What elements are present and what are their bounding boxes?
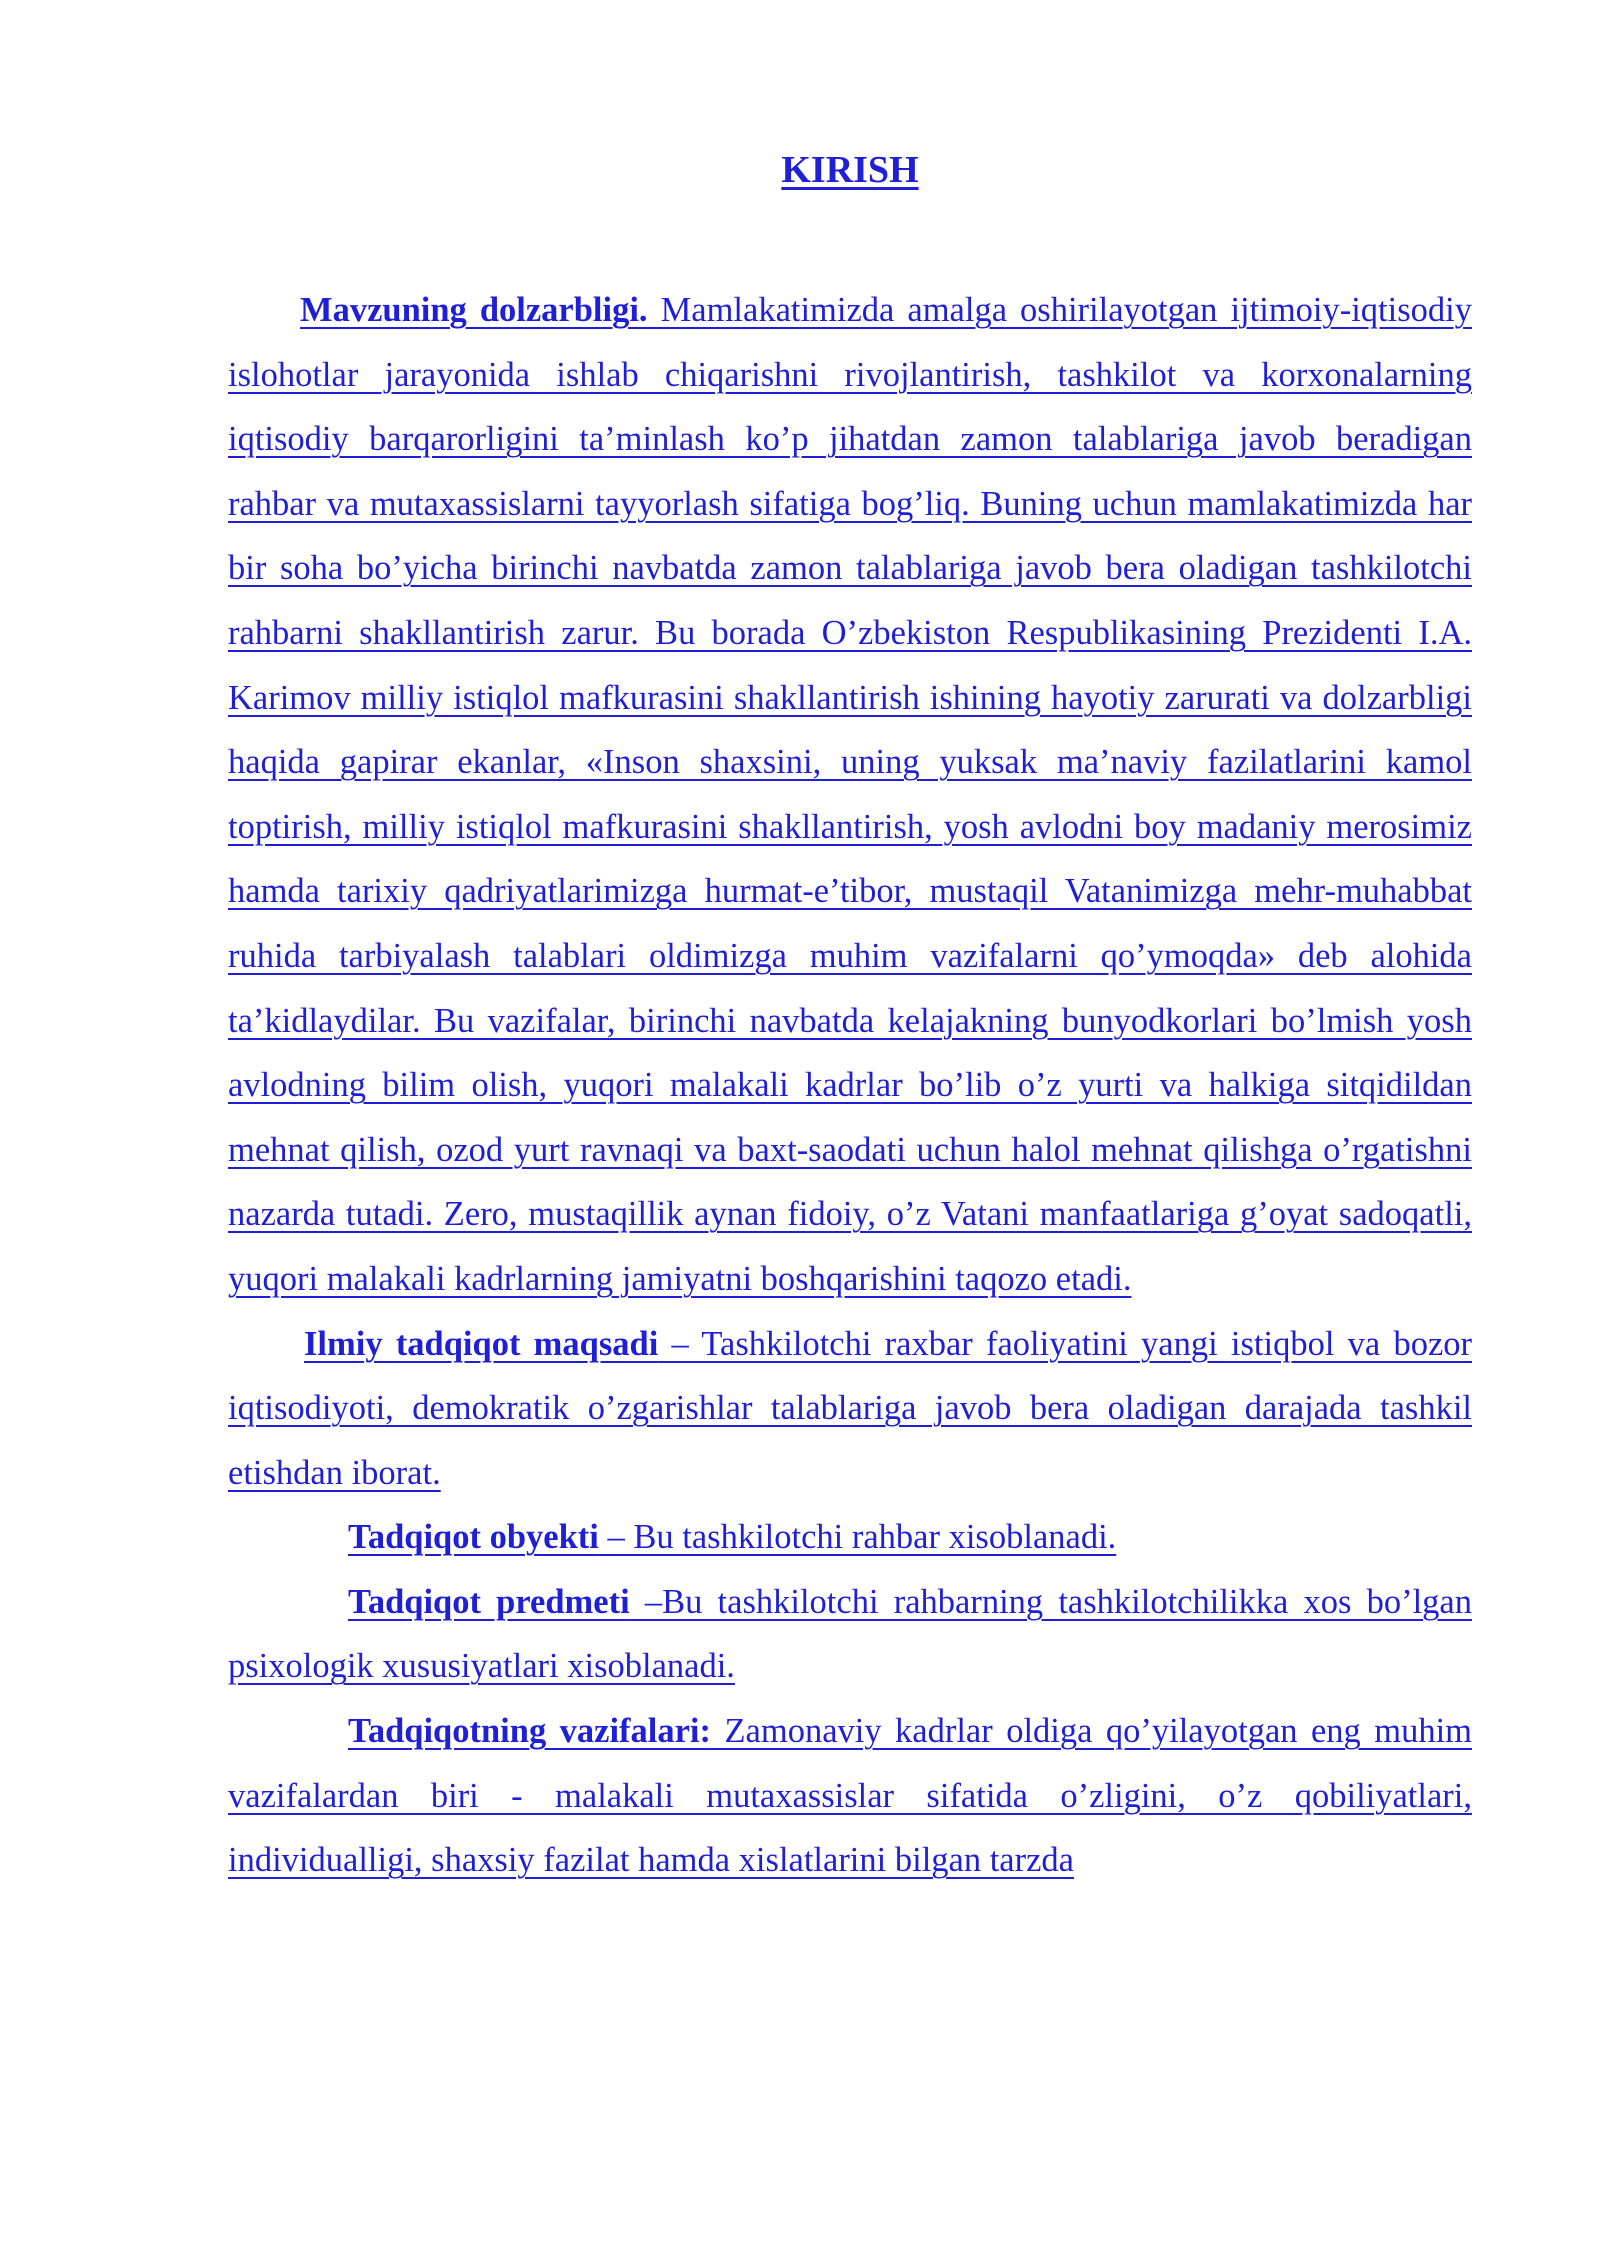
paragraph-text: Mamlakatimizda amalga oshirilayotgan ijtimoiy-iqtisodiy islohotlar jarayonida ishlab chiqarishni rivojlantirish, tashkilot va korxonalarning iqtisodiy barqarorligini ta’minlash ko’p jihatdan zamon talablariga javob beradigan rahbar va mutaxassislarni tayyorlash sifatiga bog’liq. Buning uchun mamlakatimizda har bir soha bo’yicha birinchi navbatda zamon talablariga javob bera oladigan tashkilotchi rahbarni shakllantirish zarur. Bu borada O’zbekiston Respublikasining Prezidenti I.A. Karimov milliy istiqlol mafkurasini shakllantirish ishining hayotiy zarurati va dolzarbligi haqida gapirar ekanlar, «Inson shaxsini, uning yuksak ma’naviy fazilatlarini kamol toptirish, milliy istiqlol mafkurasini shakllantirish, yosh avlodni boy madaniy merosimiz hamda tarixiy qadriyatlarimizga hurmat-e’tibor, mustaqil Vatanimizga mehr-muhabbat ruhida tarbiyalash talablari oldimizga muhim vazifalarni qo’ymoqda» deb alohida ta’kidlaydilar. Bu vazifalar, birinchi navbatda kelajakning bunyodkorlari bo’lmish yosh avlodning bilim olish, yuqori malakali kadrlar bo’lib o’z yurti va halkiga sitqidildan mehnat qilish, ozod yurt ravnaqi va baxt-saodati uchun halol mehnat qilishga o’rgatishni nazarda tutadi. Zero, mustaqillik aynan fidoiy, o’z Vatani manfaatlariga g’oyat sadoqatli, yuqori malakali kadrlarning jamiyatni boshqarishini taqozo etadi. xyxy=(228,291,1472,1298)
paragraph-research-subject xyxy=(228,1570,1472,1699)
paragraph-research-goal xyxy=(228,1312,1472,1506)
document-body xyxy=(228,278,1472,1893)
page-title: KIRISH xyxy=(781,149,919,191)
paragraph-lead: Ilmiy tadqiqot maqsadi xyxy=(304,1324,659,1363)
paragraph-research-object xyxy=(228,1505,1472,1570)
paragraph-text: – Tashkilotchi raxbar faoliyatini yangi istiqbol va bozor iqtisodiyoti, demokratik o’zgarishlar talablariga javob bera oladigan darajada tashkil etishdan iborat. xyxy=(228,1324,1472,1492)
paragraph-lead: Tadqiqotning vazifalari: xyxy=(348,1712,712,1751)
paragraph-text: – Bu tashkilotchi rahbar xisoblanadi. xyxy=(598,1518,1117,1557)
paragraph-lead: Mavzuning dolzarbligi. xyxy=(300,291,648,329)
paragraph-lead: Tadqiqot obyekti xyxy=(348,1518,599,1557)
paragraph-lead: Tadqiqot predmeti xyxy=(348,1582,630,1621)
paragraph-text: –Bu tashkilotchi rahbarning tashkilotchilikka xos bo’lgan psixologik xususiyatlari xisoblanadi. xyxy=(228,1582,1472,1686)
paragraph-research-tasks xyxy=(228,1699,1472,1893)
paragraph-text: Zamonaviy kadrlar oldiga qo’yilayotgan eng muhim vazifalardan biri - malakali mutaxassislar sifatida o’zligini, o’z qobiliyatlari, individualligi, shaxsiy fazilat hamda xislatlarini bilgan tarzda xyxy=(228,1712,1472,1880)
paragraph-relevance xyxy=(228,278,1472,1312)
